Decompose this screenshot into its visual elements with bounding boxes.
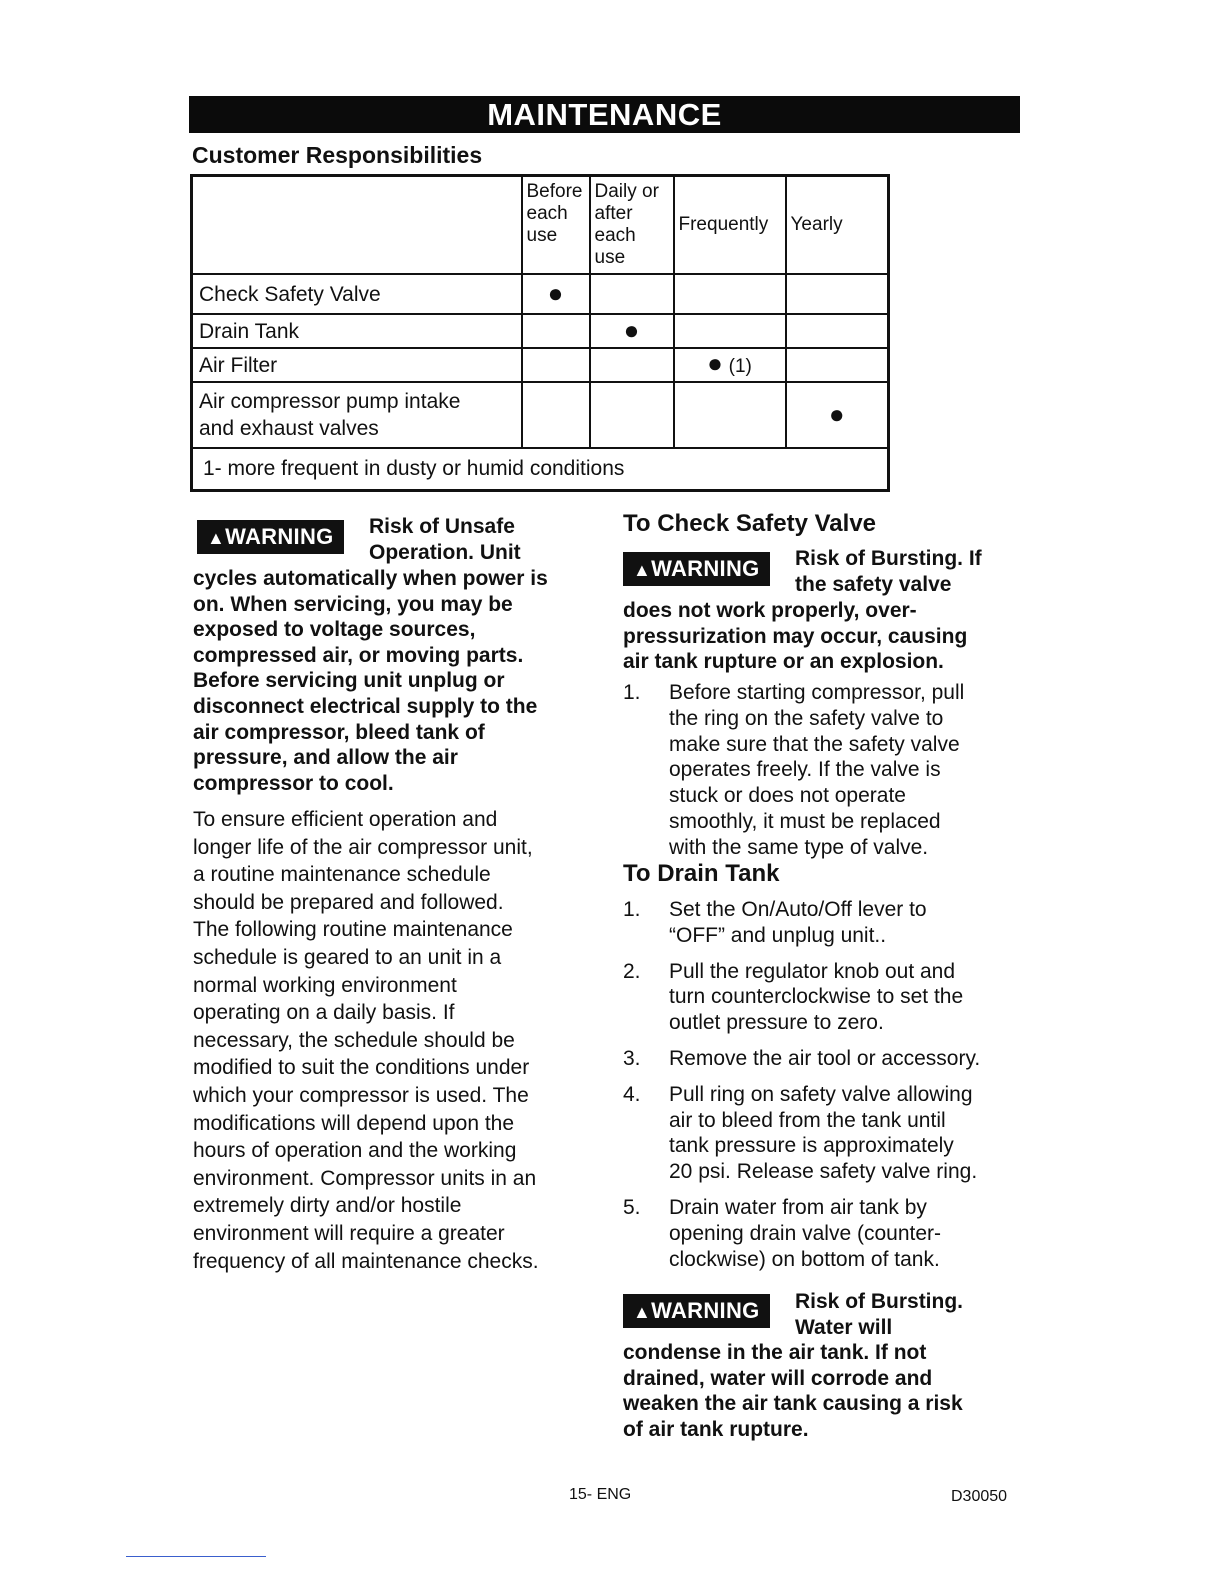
list-item (623, 1082, 1023, 1185)
task-line: and exhaust valves (199, 417, 379, 440)
empty-cell (674, 274, 786, 314)
step-line: the ring on the safety valve to (669, 706, 944, 730)
schedule-mark-cell (522, 274, 590, 314)
warning-line: Before servicing unit unplug or (193, 669, 505, 693)
step-number: 5. (623, 1195, 641, 1219)
warning-text-bursting-valve (623, 598, 967, 675)
empty-cell (522, 382, 590, 448)
warning-line: condense in the air tank. If not (623, 1341, 927, 1364)
warning-line: exposed to voltage sources, (193, 618, 476, 642)
paragraph-line: modifications will depend upon the (193, 1111, 515, 1135)
table-footnote-row (192, 448, 889, 490)
step-number: 1. (623, 681, 641, 704)
warning-head-line: Risk of Unsafe (369, 515, 515, 538)
header-frequently: Frequently (674, 176, 786, 275)
header-text: use (594, 247, 626, 268)
table-row (192, 274, 889, 314)
empty-cell (522, 348, 590, 382)
header-text: Before (526, 181, 583, 202)
customer-responsibilities-heading: Customer Responsibilities (192, 142, 483, 168)
step-line: operates freely. If the valve is (669, 758, 941, 782)
warning-head-line: Risk of Bursting. If (795, 547, 982, 570)
header-text: after (594, 203, 633, 224)
page-title-banner: MAINTENANCE (189, 96, 1020, 133)
empty-cell (590, 274, 674, 314)
step-line: make sure that the safety valve (669, 732, 960, 756)
bullet-icon: ● (547, 277, 564, 308)
warning-line: of air tank rupture. (623, 1417, 809, 1441)
header-daily-or-after-each-use (590, 176, 674, 275)
warning-text-bursting-water (623, 1340, 963, 1442)
empty-cell (674, 314, 786, 348)
warning-triangle-icon: ▲ (207, 528, 226, 548)
step-text (669, 680, 1023, 861)
empty-cell (590, 348, 674, 382)
table-row (192, 348, 889, 382)
maintenance-intro-paragraph (193, 806, 539, 1275)
bullet-icon: ● (828, 398, 845, 429)
step-line: Remove the air tool or accessory. (669, 1046, 981, 1070)
step-line: Pull ring on safety valve allowing (669, 1082, 973, 1106)
paragraph-line: operating on a daily basis. If (193, 1001, 455, 1025)
drain-tank-steps (623, 897, 1023, 1272)
step-line: Drain water from air tank by (669, 1195, 927, 1219)
document-code: D30050 (951, 1488, 1008, 1505)
schedule-mark-cell (786, 382, 889, 448)
paragraph-line: The following routine maintenance (193, 918, 513, 942)
step-line: smoothly, it must be replaced (669, 809, 941, 833)
paragraph-line: schedule is geared to an unit in a (193, 945, 502, 969)
paragraph-line: normal working environment (193, 973, 457, 997)
paragraph-line: should be prepared and followed. (193, 890, 504, 914)
header-text: Daily or (594, 181, 659, 202)
warning-badge (623, 1294, 770, 1328)
check-safety-valve-heading: To Check Safety Valve (623, 510, 877, 537)
empty-cell (674, 382, 786, 448)
step-line: with the same type of valve. (669, 835, 929, 859)
warning-text-unsafe (193, 566, 548, 796)
warning-line: drained, water will corrode and (623, 1366, 933, 1390)
warning-line: disconnect electrical supply to the (193, 694, 538, 718)
empty-cell (590, 382, 674, 448)
empty-cell (522, 314, 590, 348)
warning-head-bursting-valve (795, 546, 982, 597)
paragraph-line: extremely dirty and/or hostile (193, 1194, 462, 1218)
table-header-row (192, 176, 889, 275)
task-cell: Drain Tank (192, 314, 522, 348)
warning-line: on. When servicing, you may be (193, 592, 513, 616)
bullet-icon: ● (707, 348, 723, 378)
step-number: 2. (623, 959, 641, 983)
footnote-ref: (1) (728, 356, 752, 377)
warning-badge (197, 520, 344, 554)
warning-head-unsafe (369, 514, 521, 565)
paragraph-line: environment will require a greater (193, 1221, 505, 1245)
header-text: each (526, 203, 568, 224)
table-row (192, 382, 889, 448)
list-item (623, 1195, 1023, 1272)
header-text: each (594, 225, 636, 246)
warning-label: WARNING (225, 524, 334, 549)
paragraph-line: a routine maintenance schedule (193, 863, 491, 887)
warning-head-line: Water will (795, 1315, 893, 1339)
warning-triangle-icon: ▲ (633, 560, 652, 580)
step-line: Before starting compressor, pull (669, 681, 965, 704)
paragraph-line: frequency of all maintenance checks. (193, 1249, 539, 1273)
drain-tank-heading: To Drain Tank (623, 860, 780, 887)
maintenance-schedule-table (190, 174, 890, 492)
step-number: 4. (623, 1082, 641, 1106)
warning-head-bursting-water (795, 1289, 963, 1340)
step-line: Set the On/Auto/Off lever to (669, 898, 927, 921)
list-item (623, 680, 1023, 861)
bullet-icon: ● (623, 314, 640, 345)
step-line: clockwise) on bottom of tank. (669, 1247, 940, 1271)
step-line: Pull the regulator knob out and (669, 959, 956, 983)
list-item (623, 1046, 1023, 1072)
warning-label: WARNING (651, 1298, 760, 1323)
paragraph-line: To ensure efficient operation and (193, 808, 498, 831)
header-text: use (526, 225, 558, 246)
task-line: Air compressor pump intake (199, 390, 461, 413)
paragraph-line: modified to suit the conditions under (193, 1056, 530, 1080)
schedule-mark-cell (674, 348, 786, 382)
paragraph-line: environment. Compressor units in an (193, 1166, 537, 1190)
header-yearly: Yearly (786, 176, 889, 275)
warning-triangle-icon: ▲ (633, 1302, 652, 1322)
warning-line: air tank rupture or an explosion. (623, 650, 944, 674)
warning-line: weaken the air tank causing a risk (623, 1392, 963, 1416)
warning-line: compressor to cool. (193, 771, 394, 795)
warning-label: WARNING (651, 556, 760, 581)
warning-badge (623, 552, 770, 586)
warning-head-line: Operation. Unit (369, 540, 521, 564)
warning-line: pressure, and allow the air (193, 746, 458, 770)
warning-line: air compressor, bleed tank of (193, 720, 485, 744)
step-line: stuck or does not operate (669, 784, 906, 808)
table-header-blank (192, 176, 522, 275)
list-item (623, 959, 1023, 1036)
empty-cell (786, 274, 889, 314)
paragraph-line: hours of operation and the working (193, 1139, 517, 1163)
task-cell: Check Safety Valve (192, 274, 522, 314)
step-line: air to bleed from the tank until (669, 1108, 946, 1132)
warning-line: compressed air, or moving parts. (193, 643, 524, 667)
step-number: 1. (623, 898, 641, 921)
table-footnote: 1- more frequent in dusty or humid conditions (192, 448, 889, 490)
paragraph-line: which your compressor is used. The (193, 1083, 529, 1107)
empty-cell (786, 314, 889, 348)
step-line: opening drain valve (counter- (669, 1221, 941, 1245)
task-cell (192, 382, 522, 448)
empty-cell (786, 348, 889, 382)
warning-head-line: the safety valve (795, 572, 952, 596)
warning-line: does not work properly, over- (623, 599, 917, 622)
safety-valve-steps (623, 680, 1023, 861)
step-number: 3. (623, 1046, 641, 1070)
page-number: 15- ENG (569, 1486, 632, 1503)
step-line: turn counterclockwise to set the (669, 985, 964, 1009)
warning-head-line: Risk of Bursting. (795, 1290, 964, 1313)
warning-line: pressurization may occur, causing (623, 624, 968, 648)
paragraph-line: longer life of the air compressor unit, (193, 835, 533, 859)
list-item (623, 897, 1023, 949)
header-before-each-use (522, 176, 590, 275)
table-row (192, 314, 889, 348)
step-line: “OFF” and unplug unit.. (669, 923, 887, 947)
step-line: 20 psi. Release safety valve ring. (669, 1160, 978, 1184)
paragraph-line: necessary, the schedule should be (193, 1028, 515, 1052)
step-line: outlet pressure to zero. (669, 1011, 884, 1035)
schedule-mark-cell (590, 314, 674, 348)
task-cell: Air Filter (192, 348, 522, 382)
bottom-divider (126, 1556, 266, 1557)
step-line: tank pressure is approximately (669, 1134, 954, 1158)
warning-line: cycles automatically when power is (193, 567, 548, 590)
